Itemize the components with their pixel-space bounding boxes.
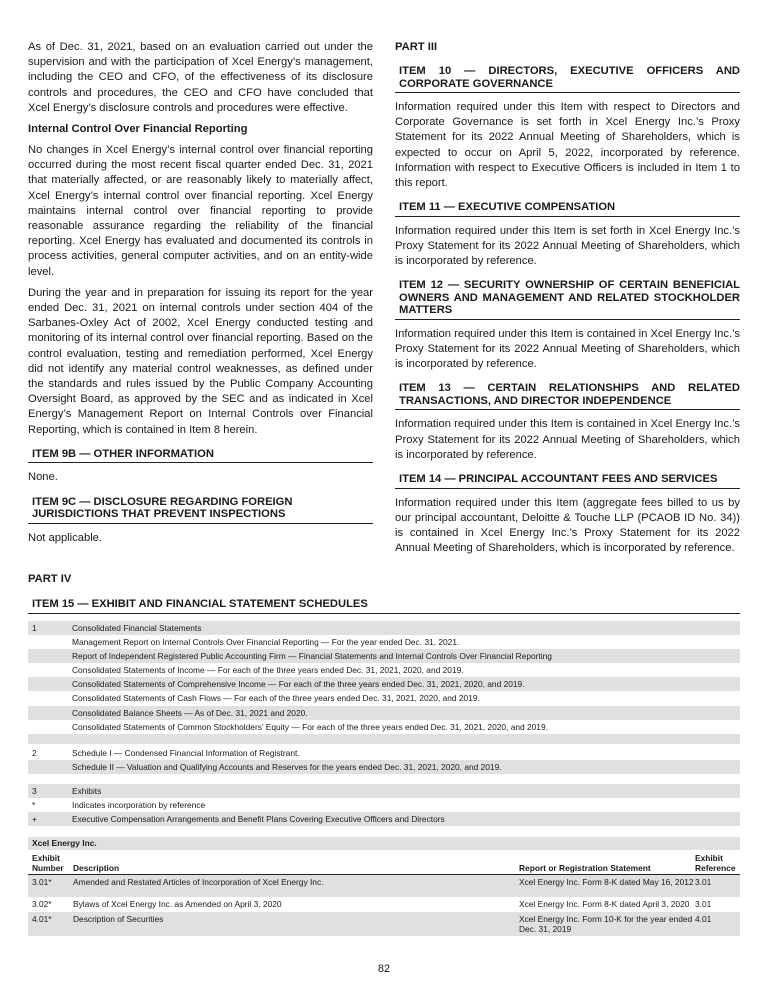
schedule-row xyxy=(28,621,740,635)
row-text: Report of Independent Registered Public Accounting Firm — Financial Statements and Internal Controls Over Financial Reporting xyxy=(72,651,552,662)
schedule-row xyxy=(28,760,740,774)
left-column xyxy=(28,40,373,552)
row-text: Consolidated Balance Sheets — As of Dec. 31, 2021 and 2020. xyxy=(72,707,308,718)
icfr-paragraph-2: During the year and in preparation for issuing its report for the year ended Dec. 31, 2021 on internal controls under section 404 of the Sarbanes-Oxley Act of 2002, Xcel Energy conducted testing and monitoring of its internal control over financial reporting. Based on the control evaluation, testing and remediation performed, Xcel Energy did not identify any material control weaknesses, as defined under the standards and rules issued by the Public Company Accounting Oversight Board, as approved by the SEC and as indicated in Xcel Energy’s Management Report on Internal Controls over Financial Reporting, which is contained in Item 8 herein. xyxy=(28,286,373,436)
row-text: Exhibits xyxy=(72,785,102,796)
item-9c-heading: ITEM 9C — DISCLOSURE REGARDING FOREIGN JURISDICTIONS THAT PREVENT INSPECTIONS xyxy=(28,496,373,524)
schedule-row xyxy=(28,784,740,798)
exhibit-description: Description of Securities xyxy=(73,914,164,924)
row-text: Consolidated Financial Statements xyxy=(72,623,202,633)
icfr-paragraph-1: No changes in Xcel Energy’s internal control over financial reporting occurred during the most recent fiscal quarter ended Dec. 31, 2021 that materially affected, or are reasonably likely to materially affect, Xcel Energy’s internal control over financial reporting. Xcel Energy maintains internal control over financial reporting to provide reasonable assurance regarding the reliability of the financial reporting. Xcel Energy has evaluated and documented its controls in process activities, general computer activities, and on an entity-wide level. xyxy=(28,144,373,278)
schedule-row xyxy=(28,798,740,812)
item-12-heading: ITEM 12 — SECURITY OWNERSHIP OF CERTAIN BENEFICIAL OWNERS AND MANAGEMENT AND RELATED STOCKHOLDER MATTERS xyxy=(395,279,740,320)
item-10-heading: ITEM 10 — DIRECTORS, EXECUTIVE OFFICERS AND CORPORATE GOVERNANCE xyxy=(395,65,740,93)
row-text: Consolidated Statements of Cash Flows — For each of the three years ended Dec. 31, 2021, 2020, and 2019. xyxy=(72,693,480,704)
row-text: Management Report on Internal Controls Over Financial Reporting — For the year ended Dec. 31, 2021. xyxy=(72,637,460,648)
page-number: 82 xyxy=(377,963,391,975)
row-text: Consolidated Statements of Income — For each of the three years ended Dec. 31, 2021, 2020, and 2019. xyxy=(72,665,464,676)
schedule-row xyxy=(28,635,740,649)
exhibit-reference: 3.01 xyxy=(695,877,712,887)
item-14-heading: ITEM 14 — PRINCIPAL ACCOUNTANT FEES AND SERVICES xyxy=(395,473,740,489)
exhibit-report: Xcel Energy Inc. Form 10-K for the year ended Dec. 31, 2019 xyxy=(519,914,693,934)
row-number: 1 xyxy=(32,623,37,633)
schedule-row xyxy=(28,649,740,663)
exhibit-row xyxy=(28,897,740,912)
schedule-row xyxy=(28,706,740,720)
schedule-row xyxy=(28,812,740,826)
schedule-spacer-row xyxy=(28,734,740,744)
right-column xyxy=(395,40,740,562)
part-3-heading: PART III xyxy=(395,41,438,53)
row-text: Schedule II — Valuation and Qualifying Accounts and Reserves for the years ended Dec. 31, 2021, 2020, and 2019. xyxy=(72,761,502,772)
part-4-heading: PART IV xyxy=(28,573,72,585)
icfr-heading: Internal Control Over Financial Reporting xyxy=(28,123,248,136)
exhibit-number: 3.02* xyxy=(32,899,52,909)
exhibit-number: 3.01* xyxy=(32,877,52,887)
schedule-row xyxy=(28,746,740,760)
row-number xyxy=(28,635,72,649)
exhibit-row xyxy=(28,875,740,897)
row-number xyxy=(28,691,72,705)
exhibits-header-row xyxy=(28,850,740,875)
row-text: Consolidated Statements of Common Stockholders’ Equity — For each of the three years ended Dec. 31, 2021, 2020, and 2019. xyxy=(72,721,548,732)
row-number: + xyxy=(32,814,37,825)
exhibit-description: Bylaws of Xcel Energy Inc. as Amended on April 3, 2020 xyxy=(73,899,282,909)
row-number: 2 xyxy=(32,747,37,758)
exhibit-reference: 3.01 xyxy=(695,899,712,909)
schedule-row xyxy=(28,663,740,677)
schedule-row xyxy=(28,691,740,705)
schedule-row xyxy=(28,677,740,691)
exhibit-row xyxy=(28,912,740,936)
header-exhibit-number: Exhibit Number xyxy=(32,853,64,873)
item-13-heading: ITEM 13 — CERTAIN RELATIONSHIPS AND RELATED TRANSACTIONS, AND DIRECTOR INDEPENDENCE xyxy=(395,382,740,410)
item-11-heading: ITEM 11 — EXECUTIVE COMPENSATION xyxy=(395,201,740,217)
item-13-text: Information required under this Item is contained in Xcel Energy Inc.’s Proxy Statement for its 2022 Annual Meeting of Shareholders, which is incorporated by reference. xyxy=(395,418,740,461)
exhibit-description: Amended and Restated Articles of Incorporation of Xcel Energy Inc. xyxy=(73,877,324,887)
schedule-row xyxy=(28,720,740,734)
schedule-spacer-row xyxy=(28,774,740,784)
item-15-heading: ITEM 15 — EXHIBIT AND FINANCIAL STATEMENT SCHEDULES xyxy=(28,597,740,614)
item-9b-heading: ITEM 9B — OTHER INFORMATION xyxy=(28,448,373,464)
item-12-text: Information required under this Item is contained in Xcel Energy Inc.’s Proxy Statement for its 2022 Annual Meeting of Shareholders, which is incorporated by reference. xyxy=(395,327,740,371)
item-9b-text: None. xyxy=(28,471,58,484)
item-11-text: Information required under this Item is set forth in Xcel Energy Inc.’s Proxy Statement for its 2022 Annual Meeting of Shareholders, which is incorporated by reference. xyxy=(395,224,740,268)
exhibit-number: 4.01* xyxy=(32,914,52,924)
row-number xyxy=(28,706,72,720)
header-report: Report or Registration Statement xyxy=(519,863,651,873)
row-text: Indicates incorporation by reference xyxy=(72,800,206,811)
row-number xyxy=(28,663,72,677)
exhibits-company-title: Xcel Energy Inc. xyxy=(28,837,740,850)
exhibit-reference: 4.01 xyxy=(695,914,712,924)
item-10-text: Information required under this Item with respect to Directors and Corporate Governance is set forth in Xcel Energy Inc.’s Proxy Statement for its 2022 Annual Meeting of Shareholders, which is expected to occur on April 5, 2022, incorporated by reference. Information with respect to Executive Officers is included in Item 1 to this report. xyxy=(395,101,740,190)
schedule-list xyxy=(28,621,740,826)
header-description: Description xyxy=(73,863,120,873)
row-number xyxy=(28,677,72,691)
exhibit-report: Xcel Energy Inc. Form 8-K dated May 16, 2012 xyxy=(519,877,694,887)
row-number: 3 xyxy=(32,785,37,796)
item-14-text: Information required under this Item (aggregate fees billed to us by our principal accountant, Deloitte & Touche LLP (PCAOB ID No. 34)) is contained in Xcel Energy Inc.’s Proxy Statement for its 2022 Annual Meeting of Shareholders, which is incorporated by reference. xyxy=(395,496,740,555)
disclosure-controls-paragraph: As of Dec. 31, 2021, based on an evaluation carried out under the supervision and with the participation of Xcel Energy’s management, including the CEO and CFO, of the effectiveness of its disclosure controls and procedures, the CEO and CFO have concluded that Xcel Energy’s disclosure controls and procedures were effective. xyxy=(28,41,373,114)
exhibits-table xyxy=(28,837,740,936)
row-text: Schedule I — Condensed Financial Information of Registrant. xyxy=(72,747,300,758)
row-number: * xyxy=(32,800,36,811)
item-9c-text: Not applicable. xyxy=(28,531,103,544)
header-exhibit-reference: Exhibit Reference xyxy=(695,853,736,873)
row-text: Consolidated Statements of Comprehensive Income — For each of the three years ended Dec. 31, 2021, 2020, and 2019. xyxy=(72,679,525,690)
row-number xyxy=(28,649,72,663)
exhibit-report: Xcel Energy Inc. Form 8-K dated April 3, 2020 xyxy=(519,899,690,909)
row-number xyxy=(28,760,72,774)
row-text: Executive Compensation Arrangements and Benefit Plans Covering Executive Officers and Directors xyxy=(72,814,445,825)
row-number xyxy=(28,720,72,734)
